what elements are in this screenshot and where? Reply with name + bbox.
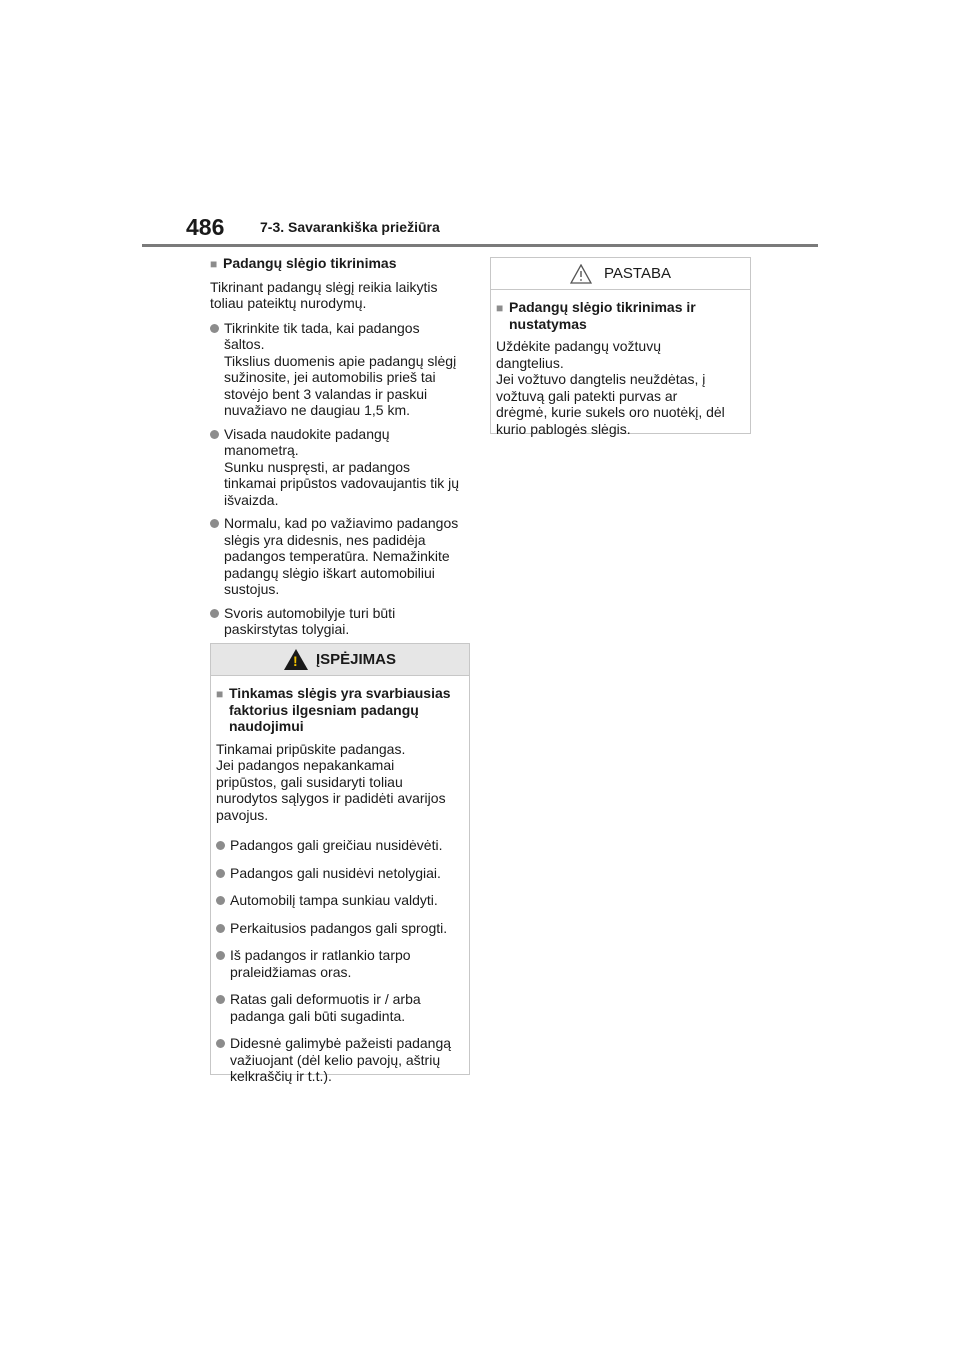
list-item	[210, 426, 470, 509]
header-rule	[142, 244, 818, 247]
warning-triangle-icon	[284, 649, 308, 670]
notice-title: PASTABA	[604, 265, 671, 282]
text-line: pripūstos, gali susidaryti toliau	[216, 773, 403, 790]
text-line: Padangų slėgio tikrinimas ir	[509, 299, 696, 315]
text-line: pavojus.	[216, 806, 269, 823]
list-item	[216, 1035, 464, 1085]
bullet-dot-icon	[216, 951, 225, 960]
notice-box	[490, 257, 751, 437]
notice-header	[491, 258, 750, 290]
notice-body	[496, 338, 745, 437]
text-line: Automobilį tampa sunkiau valdyti.	[230, 892, 438, 908]
text-line: Perkaitusios padangos gali sprogti.	[230, 919, 448, 936]
text-line: Tikrinant padangų slėgį reikia laikytis	[210, 278, 438, 295]
list-item	[216, 865, 464, 882]
text-line: Visada naudokite padangų	[224, 425, 390, 442]
section-heading	[210, 255, 470, 273]
text-line: toliau pateiktų nurodymų.	[210, 295, 367, 311]
square-bullet-icon: ■	[216, 687, 224, 701]
text-line: Padangos gali greičiau nusidėvėti.	[230, 837, 443, 853]
text-line: naudojimui	[229, 718, 304, 734]
text-line: nurodytos sąlygos ir padidėti avarijos	[216, 790, 446, 806]
page-number: 486	[186, 214, 225, 240]
list-item	[216, 947, 464, 980]
text-line: vožtuvą gali patekti purvas ar	[496, 387, 678, 404]
warning-box	[210, 643, 470, 1084]
text-line: važiuojant (dėl kelio pavojų, aštrių	[230, 1051, 441, 1068]
bullet-dot-icon	[216, 1039, 225, 1048]
text-line: Normalu, kad po važiavimo padangos	[224, 515, 459, 531]
bullet-dot-icon	[210, 609, 219, 618]
list-item	[216, 920, 464, 937]
square-bullet-icon: ■	[210, 257, 218, 271]
list-item	[210, 605, 470, 638]
text-line: Didesnė galimybė pažeisti padangą	[230, 1035, 452, 1051]
warning-intro	[216, 741, 464, 824]
text-line: Sunku nuspręsti, ar padangos	[224, 458, 411, 475]
notice-heading	[496, 299, 745, 332]
text-line: Jei vožtuvo dangtelis neuždėtas, į	[496, 371, 706, 387]
text-line: Tikslius duomenis apie padangų slėgį	[224, 352, 457, 369]
bullet-dot-icon	[210, 324, 219, 333]
square-bullet-icon: ■	[496, 301, 504, 315]
bullet-dot-icon	[216, 924, 225, 933]
text-line: padangų slėgio iškart automobiliui	[224, 564, 435, 581]
text-line: manometrą.	[224, 442, 299, 458]
list-item	[216, 892, 464, 909]
text-line: drėgmė, kurie sukels oro nuotėkį, dėl	[496, 404, 725, 420]
text-line: Tikrinkite tik tada, kai padangos	[224, 319, 420, 336]
bullet-dot-icon	[216, 896, 225, 905]
text-line: Svoris automobilyje turi būti	[224, 604, 396, 621]
text-line: praleidžiamas oras.	[230, 963, 352, 980]
heading-text: Padangų slėgio tikrinimas	[223, 255, 397, 271]
text-line: Padangos gali nusidėvi netolygiai.	[230, 864, 441, 881]
text-line: faktorius ilgesniam padangų	[229, 701, 419, 718]
text-line: nustatymas	[509, 315, 587, 332]
warning-title: ĮSPĖJIMAS	[315, 651, 397, 668]
warning-header	[211, 644, 469, 676]
text-line: tinkamai pripūstos vadovaujantis tik jų	[224, 475, 460, 491]
text-line: sustojus.	[224, 581, 280, 597]
intro-paragraph	[210, 279, 470, 312]
text-line: Jei padangos nepakankamai	[216, 757, 395, 773]
list-item	[216, 991, 464, 1024]
bullet-dot-icon	[210, 430, 219, 439]
text-line: šaltos.	[224, 336, 265, 352]
text-line: paskirstytas tolygiai.	[224, 621, 350, 637]
list-item	[210, 515, 470, 598]
text-line: nuvažiavo ne daugiau 1,5 km.	[224, 402, 411, 418]
text-line: sužinosite, jei automobilis prieš tai	[224, 369, 436, 385]
page-header	[186, 212, 818, 246]
text-line: stovėjo bent 3 valandas ir paskui	[224, 385, 428, 402]
text-line: Tinkamas slėgis yra svarbiausias	[229, 685, 451, 701]
text-line: išvaizda.	[224, 491, 279, 508]
text-line: slėgis yra didesnis, nes padidėja	[224, 531, 426, 548]
bullet-dot-icon	[210, 519, 219, 528]
bullet-dot-icon	[216, 869, 225, 878]
text-line: Iš padangos ir ratlankio tarpo	[230, 947, 411, 963]
section-title: 7-3. Savarankiška priežiūra	[260, 219, 440, 235]
text-line: dangtelius.	[496, 354, 564, 371]
bullet-dot-icon	[216, 995, 225, 1004]
text-line: kelkraščių ir t.t.).	[230, 1068, 332, 1084]
bullet-dot-icon	[216, 841, 225, 850]
text-line: Ratas gali deformuotis ir / arba	[230, 991, 421, 1007]
list-item	[210, 320, 470, 419]
text-line: padangos temperatūra. Nemažinkite	[224, 548, 450, 564]
warning-heading	[216, 685, 464, 735]
text-line: Tinkamai pripūskite padangas.	[216, 740, 406, 757]
text-line: padanga gali būti sugadinta.	[230, 1007, 406, 1024]
caution-triangle-icon	[570, 264, 592, 284]
text-line: kurio pablogės slėgis.	[496, 420, 631, 437]
list-item	[216, 837, 464, 854]
left-column	[210, 255, 470, 645]
text-line: Uždėkite padangų vožtuvų	[496, 338, 661, 354]
